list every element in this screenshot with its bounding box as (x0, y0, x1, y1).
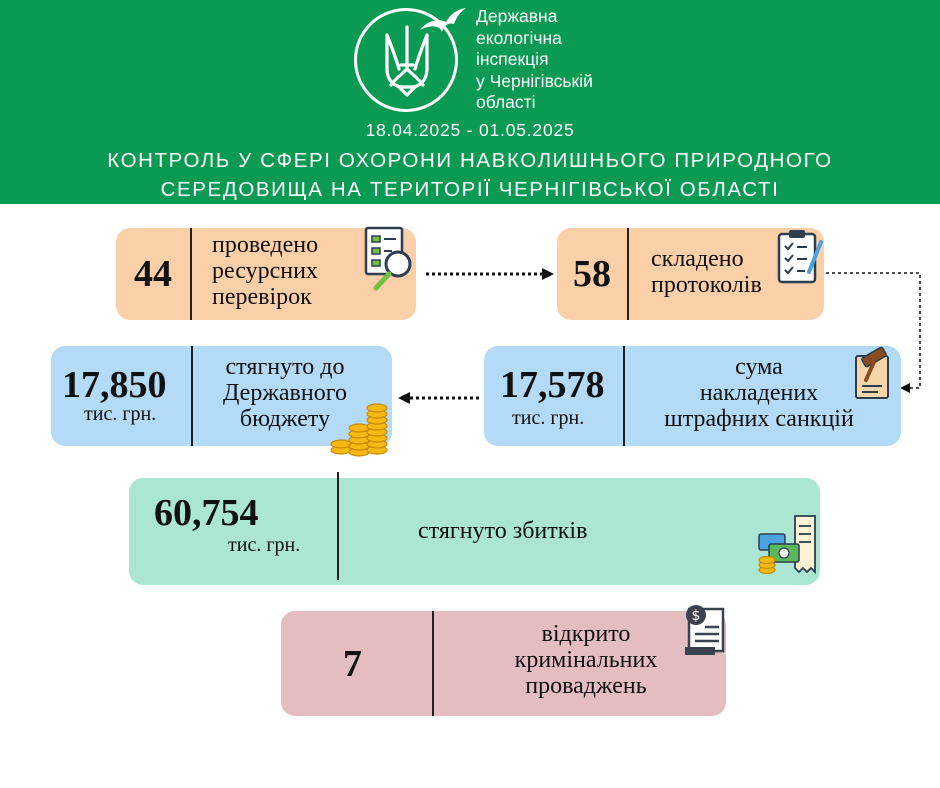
date-range: 18.04.2025 - 01.05.2025 (365, 120, 575, 140)
label-line: перевірок (212, 284, 312, 310)
organization-name (476, 6, 593, 114)
org-line: екологічна (476, 27, 562, 48)
protocols-count: 58 (573, 253, 611, 295)
label-line: ресурсних (212, 258, 318, 284)
label-line: проваджень (525, 673, 647, 699)
flow-arrow (424, 267, 556, 281)
label-line: стягнуто до (225, 354, 345, 380)
document-magnifier-icon (362, 224, 418, 294)
label-line: проведено (212, 232, 319, 258)
divider (432, 611, 434, 716)
damages-label: стягнуто збитків (418, 518, 588, 544)
label-line: сума (735, 354, 783, 380)
fines-amount: 17,578 (500, 364, 605, 406)
header-banner (0, 0, 940, 204)
divider (623, 346, 625, 446)
bird-icon (418, 6, 468, 36)
title-line: КОНТРОЛЬ У СФЕРІ ОХОРОНИ НАВКОЛИШНЬОГО ПРИРОДНОГО (107, 149, 833, 172)
criminal-count: 7 (343, 643, 362, 685)
label-line: протоколів (651, 272, 762, 298)
checklist-clipboard-icon (775, 228, 825, 286)
page-title (0, 146, 940, 204)
svg-text:$: $ (691, 608, 701, 624)
fines-unit: тис. грн. (512, 407, 585, 429)
org-line: у Чернігівській (476, 70, 593, 91)
label-line: відкрито (541, 621, 631, 647)
label-line: бюджету (239, 406, 331, 432)
label-line: Державного (223, 380, 347, 406)
label-line: кримінальних (514, 647, 658, 673)
damages-amount: 60,754 (154, 492, 259, 534)
fines-label (634, 354, 884, 432)
divider (627, 228, 629, 320)
inspections-card (116, 228, 416, 320)
divider (190, 228, 192, 320)
budget-card (51, 346, 392, 446)
budget-unit: тис. грн. (84, 403, 157, 425)
flow-arrow (396, 391, 482, 405)
org-line: Державна (476, 6, 558, 26)
fines-card (484, 346, 901, 446)
damages-unit: тис. грн. (228, 534, 301, 556)
criminal-label (471, 621, 701, 699)
criminal-card (281, 608, 726, 716)
coin-stacks-icon (329, 402, 393, 458)
gavel-document-icon (848, 346, 898, 402)
inspections-count: 44 (134, 253, 172, 295)
protocols-label (651, 246, 762, 298)
title-line: СЕРЕДОВИЩА НА ТЕРИТОРІЇ ЧЕРНІГІВСЬКОЇ ОБЛАСТІ (160, 178, 780, 201)
inspections-label (212, 232, 318, 310)
dollar-document-icon (681, 603, 731, 659)
money-receipt-icon (755, 514, 821, 578)
label-line: накладених (699, 380, 819, 406)
budget-amount: 17,850 (62, 364, 167, 406)
org-line: інспекція (476, 49, 549, 69)
org-line: області (476, 92, 536, 112)
protocols-card (557, 228, 824, 320)
damages-card (129, 478, 820, 585)
label-line: штрафних санкцій (664, 406, 854, 432)
divider (191, 346, 193, 446)
divider (337, 472, 339, 580)
label-line: складено (651, 246, 744, 272)
